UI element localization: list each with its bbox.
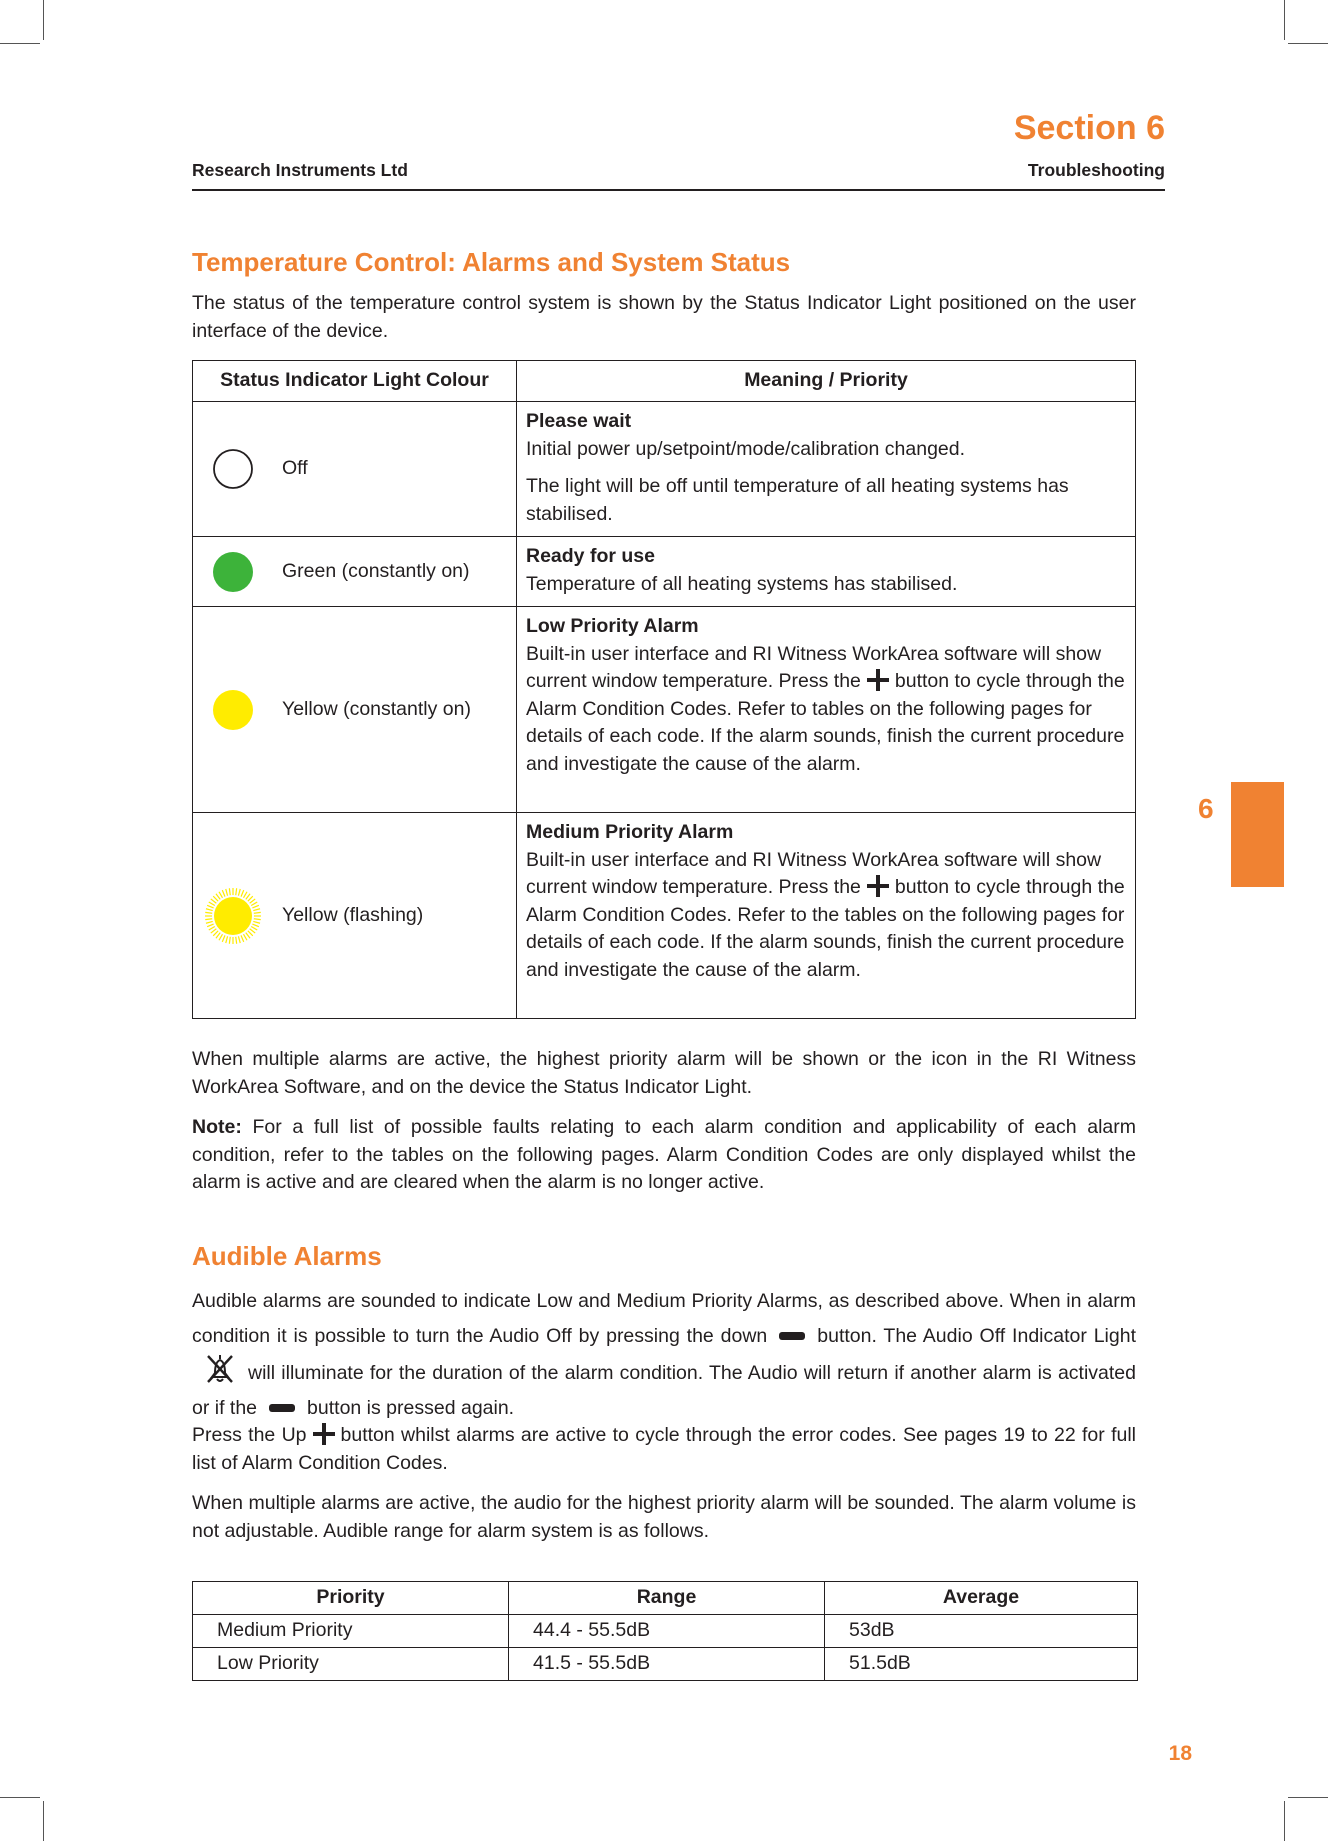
meaning-text-2: The light will be off until temperature of all heating systems has stabilised.: [526, 475, 1069, 525]
note-paragraph: [192, 1114, 1136, 1197]
meaning-text-continued: button to cycle through the Alarm Condition Codes. Refer to the tables on the following pages for details of each code. If the alarm sounds, finish the current procedure and investigate the cause of the alarm.: [526, 876, 1125, 981]
colour-cell: [193, 402, 517, 537]
section-tab-number: 6: [1198, 793, 1214, 824]
table-row: [193, 537, 1136, 607]
light-off-icon: [213, 449, 253, 489]
audible-text: will illuminate for the duration of the alarm condition. The Audio will return if another alarm is activated or if the: [192, 1362, 1136, 1419]
table-row: [193, 1615, 1138, 1648]
table-cell: 44.4 - 55.5dB: [509, 1615, 825, 1648]
meaning-title: Medium Priority Alarm: [526, 821, 734, 843]
header-divider: [192, 189, 1165, 191]
meaning-text: Built-in user interface and RI Witness WorkArea software will show current window temperature. Press the: [526, 848, 1102, 898]
table-cell: 51.5dB: [825, 1648, 1138, 1681]
meaning-title: Ready for use: [526, 545, 655, 567]
note-label: Note:: [192, 1116, 242, 1138]
plus-button-icon: [867, 669, 889, 691]
heading-audible-alarms: Audible Alarms: [192, 1241, 382, 1271]
audible-paragraph-3: When multiple alarms are active, the audio for the highest priority alarm will be sounded. The alarm volume is not adjustable. Audible range for alarm system is as follows.: [192, 1492, 1136, 1542]
audible-text: button whilst alarms are active to cycle through the error codes. See pages 19 to 22 for full list of Alarm Condition Codes.: [192, 1424, 1137, 1474]
colour-cell: [193, 537, 517, 607]
audible-range-table: [192, 1581, 1138, 1681]
column-header-average: Average: [825, 1582, 1138, 1615]
colour-label: Yellow (flashing): [282, 903, 424, 926]
audible-paragraph-1: [192, 1284, 1136, 1425]
meaning-cell: [517, 607, 1136, 813]
multiple-alarms-paragraph: When multiple alarms are active, the highest priority alarm will be shown or the icon in the RI Witness WorkArea Software, and on the device the Status Indicator Light.: [192, 1048, 1136, 1098]
table-cell: Medium Priority: [193, 1615, 509, 1648]
colour-cell: [193, 813, 517, 1019]
light-yellow-flashing-icon: [203, 886, 263, 946]
column-header-colour: Status Indicator Light Colour: [193, 361, 517, 402]
table-row: [193, 402, 1136, 537]
plus-button-icon: [867, 875, 889, 897]
heading-temperature-control: Temperature Control: Alarms and System Status: [192, 247, 791, 277]
section-tab-marker: [1231, 782, 1284, 887]
meaning-text: Temperature of all heating systems has stabilised.: [526, 572, 958, 595]
company-name: Research Instruments Ltd: [192, 160, 408, 180]
colour-label: Green (constantly on): [282, 559, 470, 582]
crop-mark: [0, 43, 40, 44]
minus-button-icon: [779, 1332, 805, 1340]
meaning-cell: [517, 537, 1136, 607]
crop-mark: [1284, 0, 1285, 40]
light-yellow-icon: [213, 690, 253, 730]
crop-mark: [1288, 1797, 1328, 1798]
column-header-priority: Priority: [193, 1582, 509, 1615]
meaning-text: Initial power up/setpoint/mode/calibration changed.: [526, 437, 966, 460]
meaning-cell: [517, 402, 1136, 537]
minus-button-icon: [269, 1404, 295, 1412]
audible-text: button is pressed again.: [307, 1396, 515, 1419]
meaning-title: Please wait: [526, 410, 632, 432]
table-cell: Low Priority: [193, 1648, 509, 1681]
table-header-row: [193, 361, 1136, 402]
audible-text: Press the Up: [192, 1424, 307, 1446]
table-row: [193, 1648, 1138, 1681]
colour-label: Off: [282, 457, 308, 479]
audible-paragraph-2: [192, 1422, 1136, 1477]
section-title: Section 6: [1013, 109, 1165, 147]
page-number: 18: [1168, 1742, 1192, 1765]
colour-label: Yellow (constantly on): [282, 697, 471, 720]
table-row: [193, 813, 1136, 1019]
meaning-cell: [517, 813, 1136, 1019]
column-header-range: Range: [509, 1582, 825, 1615]
table-row: [193, 607, 1136, 813]
audio-off-icon: [206, 1353, 234, 1385]
meaning-text: Built-in user interface and RI Witness WorkArea software will show current window temperature. Press the: [526, 642, 1102, 692]
column-header-meaning: Meaning / Priority: [517, 361, 1136, 402]
section-subtitle: Troubleshooting: [1027, 160, 1165, 180]
audible-text: button. The Audio Off Indicator Light: [817, 1324, 1136, 1347]
status-indicator-table: [192, 360, 1136, 1019]
crop-mark: [0, 1797, 40, 1798]
table-cell: 53dB: [825, 1615, 1138, 1648]
table-cell: 41.5 - 55.5dB: [509, 1648, 825, 1681]
note-text: For a full list of possible faults relating to each alarm condition and applicability of each alarm condition, refer to the tables on the following pages. Alarm Condition Codes are only displayed whilst the alarm is active and are cleared when the alarm is no longer active.: [192, 1116, 1137, 1193]
crop-mark: [43, 0, 44, 40]
table-header-row: [193, 1582, 1138, 1615]
crop-mark: [43, 1801, 44, 1841]
meaning-text-continued: button to cycle through the Alarm Condition Codes. Refer to tables on the following pages for details of each code. If the alarm sounds, finish the current procedure and investigate the cause of the alarm.: [526, 670, 1125, 775]
light-green-icon: [213, 552, 253, 592]
colour-cell: [193, 607, 517, 813]
audible-text: Audible alarms are sounded to indicate Low and Medium Priority Alarms, as described above. When in alarm condition it is possible to turn the Audio Off by pressing the down: [192, 1290, 1136, 1347]
meaning-title: Low Priority Alarm: [526, 615, 699, 637]
crop-mark: [1288, 43, 1328, 44]
plus-button-icon: [313, 1423, 335, 1445]
intro-paragraph: The status of the temperature control system is shown by the Status Indicator Light positioned on the user interface of the device.: [192, 292, 1136, 342]
crop-mark: [1284, 1801, 1285, 1841]
